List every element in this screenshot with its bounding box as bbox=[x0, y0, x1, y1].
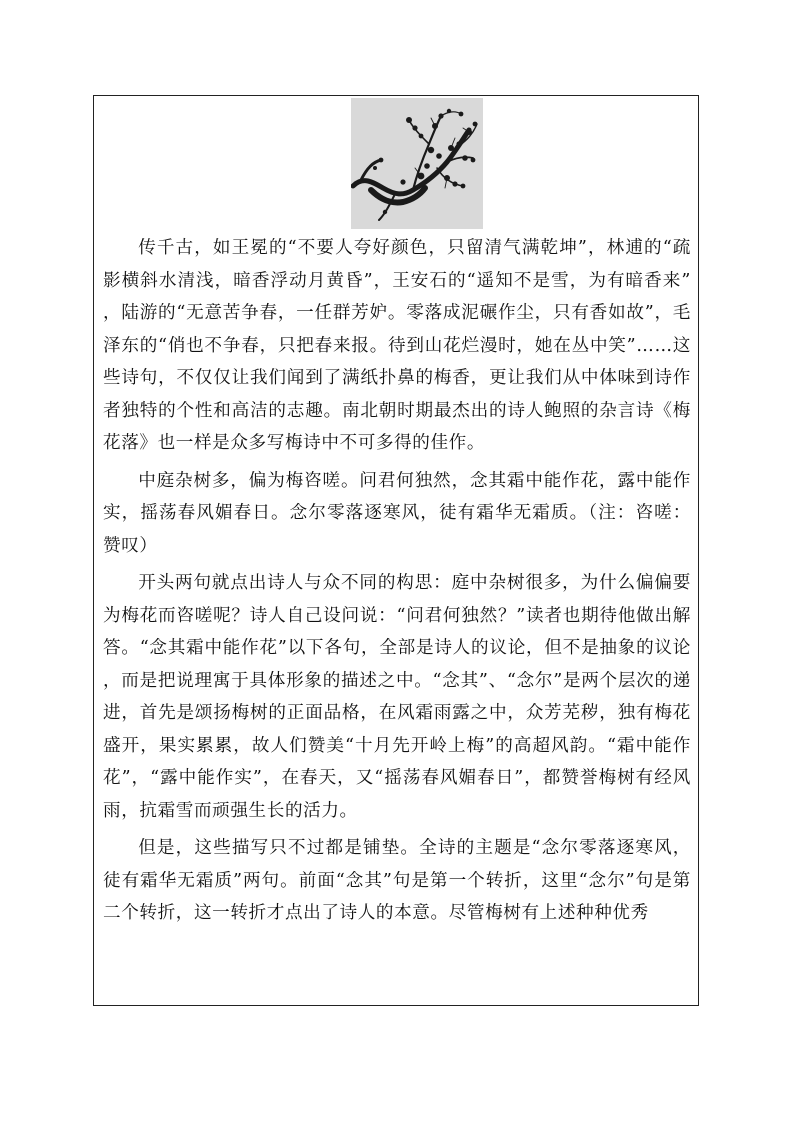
article-body bbox=[103, 232, 691, 930]
paragraph-2: 中庭杂树多，偏为梅咨嗟。问君何独然，念其霜中能作花，露中能作实，摇荡春风媚春日。念尔零落逐寒风，徒有霜华无霜质。（注：咨嗟：赞叹） bbox=[103, 470, 691, 556]
document-frame bbox=[93, 95, 699, 1006]
paragraph-1: 传千古，如王冕的“不要人夸好颜色，只留清气满乾坤”，林逋的“疏影横斜水清浅，暗香浮动月黄昏”，王安石的“遥知不是雪，为有暗香来”，陆游的“无意苦争春，一任群芳妒。零落成泥碾作尘，只有香如故”，毛泽东的“俏也不争春，只把春来报。待到山花烂漫时，她在丛中笑”……这些诗句，不仅仅让我们闻到了满纸扑鼻的梅香，更让我们从中体味到诗作者独特的个性和高洁的志趣。南北朝时期最杰出的诗人鲍照的杂言诗《梅花落》也一样是众多写梅诗中不可多得的佳作。 bbox=[103, 238, 691, 453]
plum-blossom-illustration bbox=[351, 98, 483, 229]
paragraph-4: 但是，这些描写只不过都是铺垫。全诗的主题是“念尔零落逐寒风，徒有霜华无霜质”两句。前面“念其”句是第一个转折，这里“念尔”句是第二个转折，这一转折才点出了诗人的本意。尽管梅树有上述种种优秀 bbox=[103, 838, 691, 923]
plum-blossom-branch-icon bbox=[351, 98, 483, 229]
paragraph-3: 开头两句就点出诗人与众不同的构思：庭中杂树很多，为什么偏偏要为梅花而咨嗟呢？诗人自己设问说：“问君何独然？”读者也期待他做出解答。“念其霜中能作花”以下各句，全部是诗人的议论，但不是抽象的议论，而是把说理寓于具体形象的描述之中。“念其”、“念尔”是两个层次的递进，首先是颂扬梅树的正面品格，在风霜雨露之中，众芳芜秽，独有梅花盛开，果实累累，故人们赞美“十月先开岭上梅”的高超风韵。“霜中能作花”，“露中能作实”，在春天，又“摇荡春风媚春日”，都赞誉梅树有经风雨，抗霜雪而顽强生长的活力。 bbox=[103, 573, 691, 821]
